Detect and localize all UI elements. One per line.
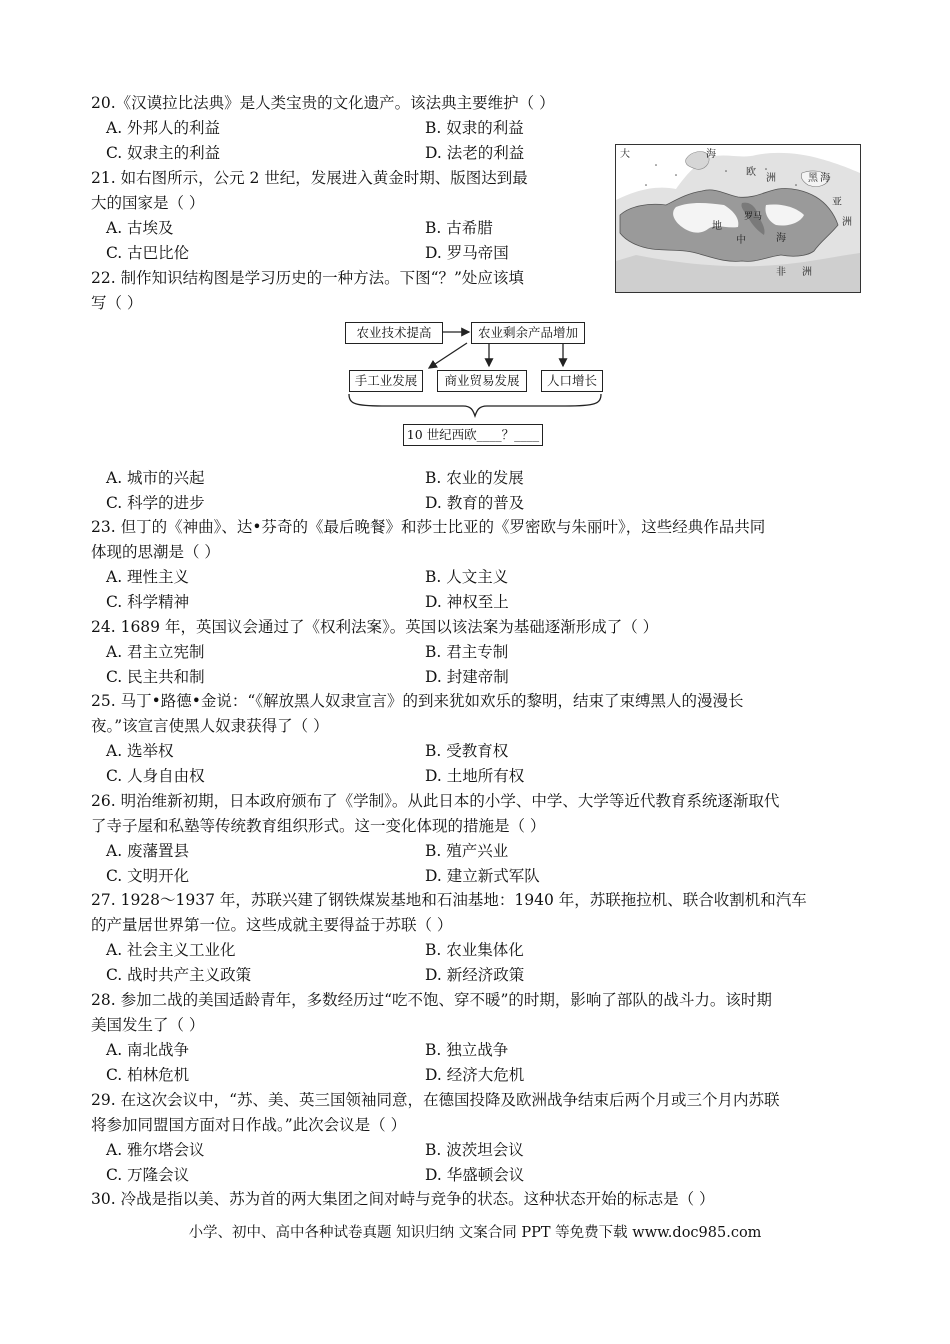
question-24-option-c: C. 民主共和制 [106,668,205,686]
question-29-option-a: A. 雅尔塔会议 [106,1141,205,1159]
question-28-stem-2: 美国发生了（ ） [91,1016,205,1034]
question-22-option-a: A. 城市的兴起 [106,469,205,487]
map-label-hai: 海 [706,149,716,160]
question-28-option-d: D. 经济大危机 [425,1066,525,1084]
question-26-option-a: A. 废藩置县 [106,842,190,860]
question-29-option-b: B. 波茨坦会议 [425,1141,524,1159]
question-20-stem: 20.《汉谟拉比法典》是人类宝贵的文化遗产。该法典主要维护（ ） [91,94,555,112]
question-22-option-c: C. 科学的进步 [106,494,205,512]
diagram-box-agri-surplus: 农业剩余产品增加 [471,322,585,344]
question-22-option-b: B. 农业的发展 [425,469,524,487]
question-26-stem-2: 了寺子屋和私塾等传统教育组织形式。这一变化体现的措施是（ ） [91,817,546,835]
map-label-zhong: 中 [736,235,746,246]
map-label-hei: 黑 [808,173,818,184]
question-23-option-b: B. 人文主义 [425,568,509,586]
question-26-option-d: D. 建立新式军队 [425,867,540,885]
question-25-option-a: A. 选举权 [106,742,174,760]
question-30-stem: 30. 冷战是指以美、苏为首的两大集团之间对峙与竞争的状态。这种状态开始的标志是（ ） [91,1190,715,1208]
diagram-box-western-europe: 10 世纪西欧____？____ [403,424,543,446]
question-26-option-b: B. 殖产兴业 [425,842,509,860]
question-29-stem: 29. 在这次会议中，“苏、美、英三国领袖同意，在德国投降及欧洲战争结束后两个月或三个月内苏联 [91,1091,780,1109]
map-label-di: 地 [712,221,722,232]
question-23-option-c: C. 科学精神 [106,593,190,611]
question-23-option-d: D. 神权至上 [425,593,509,611]
map-label-hei-hai: 海 [820,173,830,184]
question-21-option-c: C. 古巴比伦 [106,244,190,262]
question-26-stem: 26. 明治维新初期，日本政府颁布了《学制》。从此日本的小学、中学、大学等近代教育系统逐渐取代 [91,792,780,810]
question-28-stem: 28. 参加二战的美国适龄青年，多数经历过“吃不饱、穿不暖”的时期，影响了部队的战斗力。该时期 [91,991,772,1009]
question-23-option-a: A. 理性主义 [106,568,190,586]
question-20-option-c: C. 奴隶主的利益 [106,144,221,162]
roman-empire-map [615,144,861,293]
map-label-fei-zhou: 洲 [802,267,812,278]
map-label-ou: 欧 [746,167,756,178]
question-20-option-d: D. 法老的利益 [425,144,525,162]
diagram-box-population: 人口增长 [541,370,603,392]
question-27-stem-2: 的产量居世界第一位。这些成就主要得益于苏联（ ） [91,916,453,934]
map-label-hai-2: 海 [776,233,786,244]
question-24-option-d: D. 封建帝制 [425,668,509,686]
question-28-option-a: A. 南北战争 [106,1041,190,1059]
question-21-stem: 21. 如右图所示，公元 2 世纪，发展进入黄金时期、版图达到最 [91,169,528,187]
question-25-option-c: C. 人身自由权 [106,767,205,785]
question-23-stem: 23. 但丁的《神曲》、达•芬奇的《最后晚餐》和莎士比亚的《罗密欧与朱丽叶》，这些经典作品共同 [91,518,766,536]
question-21-option-b: B. 古希腊 [425,219,493,237]
knowledge-structure-diagram [345,318,605,458]
question-26-option-c: C. 文明开化 [106,867,190,885]
map-label-zhou: 洲 [766,173,776,184]
question-25-option-b: B. 受教育权 [425,742,509,760]
map-label-ya-zhou: 洲 [842,217,852,228]
question-21-option-a: A. 古埃及 [106,219,174,237]
question-27-option-c: C. 战时共产主义政策 [106,966,252,984]
question-27-option-b: B. 农业集体化 [425,941,524,959]
diagram-box-handicraft: 手工业发展 [349,370,423,392]
question-27-stem: 27. 1928～1937 年，苏联兴建了钢铁煤炭基地和石油基地：1940 年，苏联拖拉机、联合收割机和汽车 [91,891,807,909]
question-24-stem: 24. 1689 年，英国议会通过了《权利法案》。英国以该法案为基础逐渐形成了（ ） [91,618,659,636]
question-22-stem-2: 写（ ） [91,294,143,312]
question-29-option-d: D. 华盛顿会议 [425,1166,525,1184]
question-21-stem-2: 大的国家是（ ） [91,194,205,212]
question-25-option-d: D. 土地所有权 [425,767,525,785]
map-label-rome: 罗马 [744,212,763,222]
map-label-fei: 非 [776,267,786,278]
question-29-option-c: C. 万隆会议 [106,1166,190,1184]
question-28-option-c: C. 柏林危机 [106,1066,190,1084]
question-20-option-a: A. 外邦人的利益 [106,119,221,137]
question-21-option-d: D. 罗马帝国 [425,244,509,262]
question-24-option-a: A. 君主立宪制 [106,643,205,661]
question-24-option-b: B. 君主专制 [425,643,509,661]
diagram-box-agri-tech: 农业技术提高 [345,322,443,344]
map-label-da: 大 [620,149,630,160]
map-label-ya: 亚 [832,197,842,208]
question-20-option-b: B. 奴隶的利益 [425,119,524,137]
question-27-option-d: D. 新经济政策 [425,966,525,984]
page-footer: 小学、初中、高中各种试卷真题 知识归纳 文案合同 PPT 等免费下载 www.doc985.com [188,1225,762,1241]
question-25-stem-2: 夜。”该宣言使黑人奴隶获得了（ ） [91,717,329,735]
question-27-option-a: A. 社会主义工业化 [106,941,236,959]
diagram-box-commerce: 商业贸易发展 [437,370,527,392]
question-23-stem-2: 体现的思潮是（ ） [91,543,220,561]
question-22-stem: 22. 制作知识结构图是学习历史的一种方法。下图“？”处应该填 [91,269,524,287]
question-25-stem: 25. 马丁•路德•金说：“《解放黑人奴隶宣言》的到来犹如欢乐的黎明，结束了束缚黑人的漫漫长 [91,692,744,710]
question-28-option-b: B. 独立战争 [425,1041,509,1059]
question-22-option-d: D. 教育的普及 [425,494,525,512]
question-29-stem-2: 将参加同盟国方面对日作战。”此次会议是（ ） [91,1116,407,1134]
